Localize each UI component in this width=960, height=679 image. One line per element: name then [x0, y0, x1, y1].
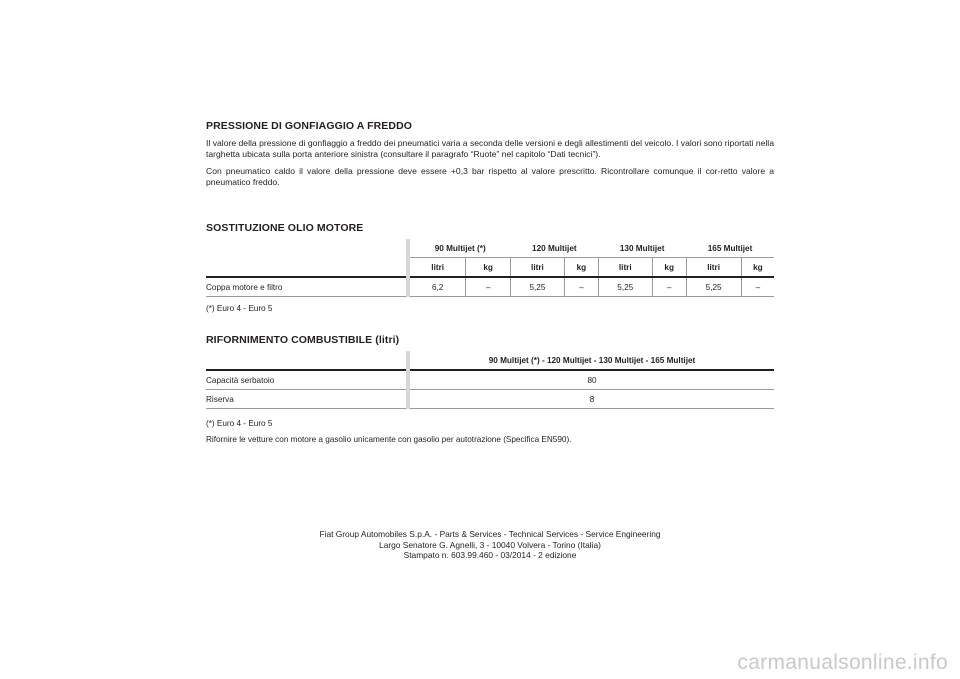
oil-version-header: 165 Multijet	[686, 239, 774, 258]
footer-line: Stampato n. 603.99.460 - 03/2014 - 2 edizione	[403, 550, 577, 560]
oil-version-header: 120 Multijet	[510, 239, 598, 258]
fuel-section	[206, 334, 774, 445]
footer	[206, 529, 774, 561]
oil-version-row	[206, 239, 774, 258]
oil-unit-header: kg	[652, 258, 686, 278]
oil-value: –	[741, 277, 774, 297]
fuel-footnote: (*) Euro 4 - Euro 5	[206, 419, 273, 428]
oil-table	[206, 239, 774, 297]
oil-unit-header: litri	[410, 258, 466, 278]
footer-line: Largo Senatore G. Agnelli, 3 - 10040 Volvera - Torino (Italia)	[379, 539, 601, 550]
oil-value: –	[564, 277, 598, 297]
fuel-header-row	[206, 351, 774, 370]
oil-unit-header: litri	[686, 258, 741, 278]
oil-value: –	[652, 277, 686, 297]
oil-data-row	[206, 277, 774, 297]
oil-version-header: 90 Multijet (*)	[410, 239, 510, 258]
oil-value: –	[466, 277, 511, 297]
pressure-section	[206, 120, 774, 188]
oil-version-header: 130 Multijet	[598, 239, 686, 258]
oil-value: 6,2	[410, 277, 466, 297]
fuel-header: 90 Multijet (*) - 120 Multijet - 130 Multijet - 165 Multijet	[410, 351, 774, 370]
pressure-paragraph-1: Il valore della pressione di gonfiaggio a freddo dei pneumatici varia a seconda delle versioni e degli allestimenti del veicolo. I valori sono riportati nella targhetta ubicata sulla porta anteriore sinistra (consultare il paragrafo “Ruote” nel capitolo “Dati tecnici”).	[206, 138, 774, 159]
oil-unit-header: kg	[741, 258, 774, 278]
fuel-row-value: 8	[410, 390, 774, 409]
oil-unit-row	[206, 258, 774, 278]
fuel-row-label: Capacità serbatoio	[206, 370, 406, 390]
oil-value: 5,25	[598, 277, 652, 297]
oil-row-label: Coppa motore e filtro	[206, 277, 406, 297]
fuel-row	[206, 370, 774, 390]
fuel-row	[206, 390, 774, 409]
oil-unit-header: kg	[466, 258, 511, 278]
pressure-title: PRESSIONE DI GONFIAGGIO A FREDDO	[206, 120, 413, 132]
pressure-paragraph-2: Con pneumatico caldo il valore della pressione deve essere +0,3 bar rispetto al valore prescritto. Ricontrollare comunque il cor-retto valore a pneumatico freddo.	[206, 166, 774, 187]
oil-value: 5,25	[686, 277, 741, 297]
oil-section	[206, 222, 774, 314]
watermark: carmanualsonline.info	[737, 651, 948, 674]
oil-title: SOSTITUZIONE OLIO MOTORE	[206, 222, 364, 234]
oil-unit-header: litri	[510, 258, 564, 278]
footer-line: Fiat Group Automobiles S.p.A. - Parts & Services - Technical Services - Service Engineering	[319, 529, 661, 539]
oil-footnote: (*) Euro 4 - Euro 5	[206, 304, 273, 313]
oil-value: 5,25	[510, 277, 564, 297]
fuel-instruction: Rifornire le vetture con motore a gasolio unicamente con gasolio per autotrazione (Specifica EN590).	[206, 435, 572, 444]
oil-unit-header: kg	[564, 258, 598, 278]
fuel-title: RIFORNIMENTO COMBUSTIBILE (litri)	[206, 334, 400, 346]
fuel-row-label: Riserva	[206, 390, 406, 409]
oil-unit-header: litri	[598, 258, 652, 278]
fuel-table	[206, 351, 774, 409]
page-content	[206, 120, 774, 445]
fuel-row-value: 80	[410, 370, 774, 390]
